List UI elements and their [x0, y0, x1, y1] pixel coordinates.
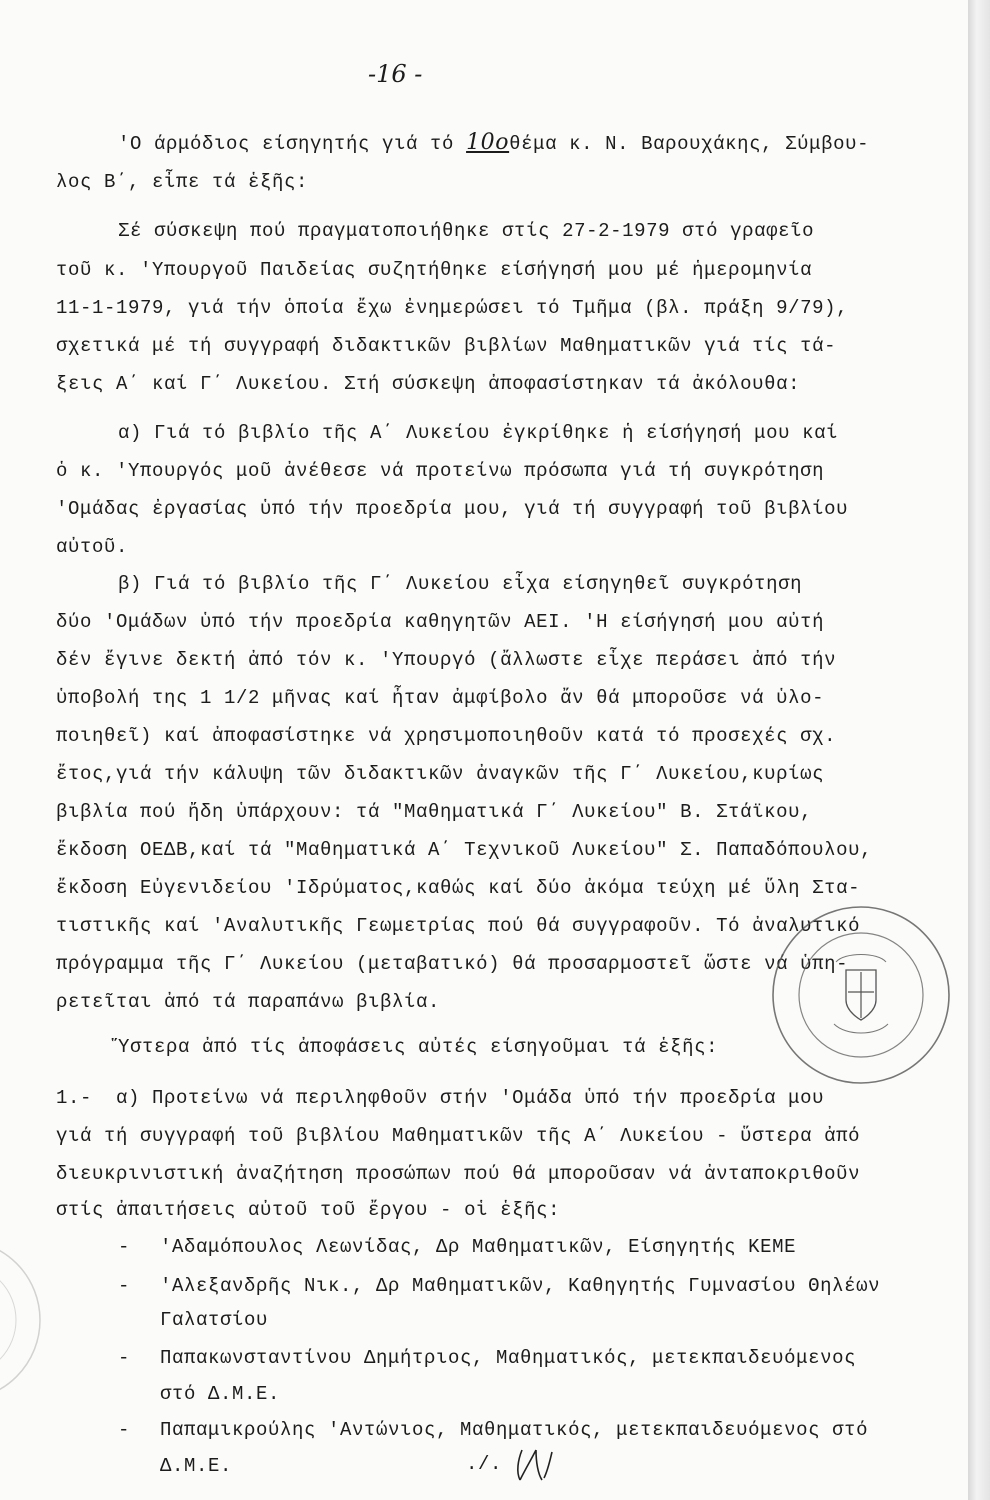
faint-seal-icon: [0, 1230, 50, 1410]
handwritten-item-number: 10ο: [466, 130, 510, 155]
text-line: 11-1-1979, γιά τήν ὁποία ἔχω ἐνημερώσει τό Τμῆμα (βλ. πράξη 9/79),: [56, 297, 849, 319]
text-line: α) Γιά τό βιβλίο τῆς Α΄ Λυκείου ἐγκρίθηκε ἡ είσήγησή μου καί: [118, 422, 839, 444]
list-item-dash: -: [118, 1236, 131, 1258]
intro-line-1-start: 'Ο άρμόδιος είσηγητής γιά τό: [118, 133, 467, 155]
list-item: Παπαμικρούλης 'Αντώνιος, Μαθηματικός, μετεκπαιδευόμενος στό: [160, 1419, 869, 1441]
list-item-continuation: Δ.Μ.Ε.: [160, 1455, 233, 1477]
list-item-continuation: Γαλατσίου: [160, 1309, 269, 1331]
page-number: -16 -: [368, 60, 423, 88]
continuation-mark: ./.: [466, 1453, 503, 1475]
text-line: ἔκδοση ΟΕΔΒ,καί τά "Μαθηματικά Α΄ Τεχνικοῦ Λυκείου" Σ. Παπαδόπουλου,: [56, 839, 873, 861]
text-line: ἔτος,γιά τήν κάλυψη τῶν διδακτικῶν ἀναγκῶν τῆς Γ΄ Λυκείου,κυρίως: [56, 763, 825, 785]
intro-line-1-end: θέμα κ. Ν. Βαρουχάκης, Σύμβου-: [509, 133, 870, 155]
intro-line-2: λος Β΄, εἶπε τά ἑξῆς:: [56, 171, 309, 193]
list-item: 'Αλεξανδρῆς Νικ., Δρ Μαθηματικῶν, Καθηγητής Γυμνασίου Θηλέων: [160, 1275, 881, 1297]
list-item-dash: -: [118, 1419, 131, 1441]
text-line: δέν ἔγινε δεκτή ἀπό τόν κ. 'Υπουργό (ἄλλωστε εἶχε περάσει ἀπό τήν: [56, 649, 837, 671]
text-line: αὐτοῦ.: [56, 536, 129, 558]
initials-signature: [500, 1440, 560, 1493]
list-item: Παπακωνσταντίνου Δημήτριος, Μαθηματικός, μετεκπαιδευόμενος: [160, 1347, 857, 1369]
text-line: τοῦ κ. 'Υπουργοῦ Παιδείας συζητήθηκε είσήγησή μου μέ ἡμερομηνία: [56, 259, 813, 281]
text-line: ποιηθεῖ) καί ἀποφασίστηκε νά χρησιμοποιηθοῦν κατά τό προσεχές σχ.: [56, 725, 837, 747]
list-item-dash: -: [118, 1275, 131, 1297]
list-item: 'Αδαμόπουλος Λεωνίδας, Δρ Μαθηματικῶν, Είσηγητής ΚΕΜΕ: [160, 1236, 797, 1258]
initials-icon: [500, 1440, 560, 1488]
text-line: διευκρινιστική ἀναζήτηση προσώπων πού θά μποροῦσαν νά ἀνταποκριθοῦν: [56, 1163, 861, 1185]
text-line: γιά τή συγγραφή τοῦ βιβλίου Μαθηματικῶν τῆς Α΄ Λυκείου - ὕστερα ἀπό: [56, 1125, 861, 1147]
text-line: Σέ σύσκεψη πού πραγματοποιήθηκε στίς 27-2-1979 στό γραφεῖο: [118, 220, 815, 242]
official-seal-icon: [766, 900, 956, 1090]
text-line: 1.- α) Προτείνω νά περιληφθοῦν στήν 'Ομάδα ὑπό τήν προεδρία μου: [56, 1087, 825, 1109]
list-item-continuation: στό Δ.Μ.Ε.: [160, 1383, 281, 1405]
list-item-dash: -: [118, 1347, 131, 1369]
text-line: ρετεῖται ἀπό τά παραπάνω βιβλία.: [56, 991, 441, 1013]
text-line: δύο 'Ομάδων ὑπό τήν προεδρία καθηγητῶν ΑΕΙ. 'Η είσήγησή μου αὐτή: [56, 611, 825, 633]
text-line: Ὕστερα ἀπό τίς ἀποφάσεις αὐτές είσηγοῦμαι τά ἑξῆς:: [118, 1036, 719, 1058]
intro-line-1: [118, 131, 869, 156]
text-line: ξεις Α΄ καί Γ΄ Λυκείου. Στή σύσκεψη ἀποφασίστηκαν τά ἀκόλουθα:: [56, 373, 801, 395]
text-line: β) Γιά τό βιβλίο τῆς Γ΄ Λυκείου εἶχα είσηγηθεῖ συγκρότηση: [118, 573, 803, 595]
text-line: βιβλία πού ἤδη ὑπάρχουν: τά "Μαθηματικά Γ΄ Λυκείου" Β. Στάϊκου,: [56, 801, 813, 823]
text-line: σχετικά μέ τή συγγραφή διδακτικῶν βιβλίων Μαθηματικῶν γιά τίς τά-: [56, 335, 837, 357]
text-line: ἔκδοση Εὐγενιδείου 'Ιδρύματος,καθώς καί δύο ἀκόμα τεύχη μέ ὕλη Στα-: [56, 877, 861, 899]
text-line: 'Ομάδας ἐργασίας ὑπό τήν προεδρία μου, γιά τή συγγραφή τοῦ βιβλίου: [56, 498, 849, 520]
binding-edge: [968, 0, 990, 1500]
text-line: τιστικῆς καί 'Αναλυτικῆς Γεωμετρίας πού θά συγγραφοῦν. Τό ἀναλυτικό: [56, 915, 861, 937]
text-line: πρόγραμμα τῆς Γ΄ Λυκείου (μεταβατικό) θά προσαρμοστεῖ ὥστε νά ὑπη-: [56, 953, 849, 975]
text-line: στίς ἀπαιτήσεις αὐτοῦ τοῦ ἔργου - οἱ ἑξῆς:: [56, 1199, 561, 1221]
text-line: ὁ κ. 'Υπουργός μοῦ ἀνέθεσε νά προτείνω πρόσωπα γιά τή συγκρότηση: [56, 460, 825, 482]
text-line: ὑποβολή της 1 1/2 μῆνας καί ἦταν ἀμφίβολο ἄν θά μποροῦσε νά ὑλο-: [56, 687, 825, 709]
